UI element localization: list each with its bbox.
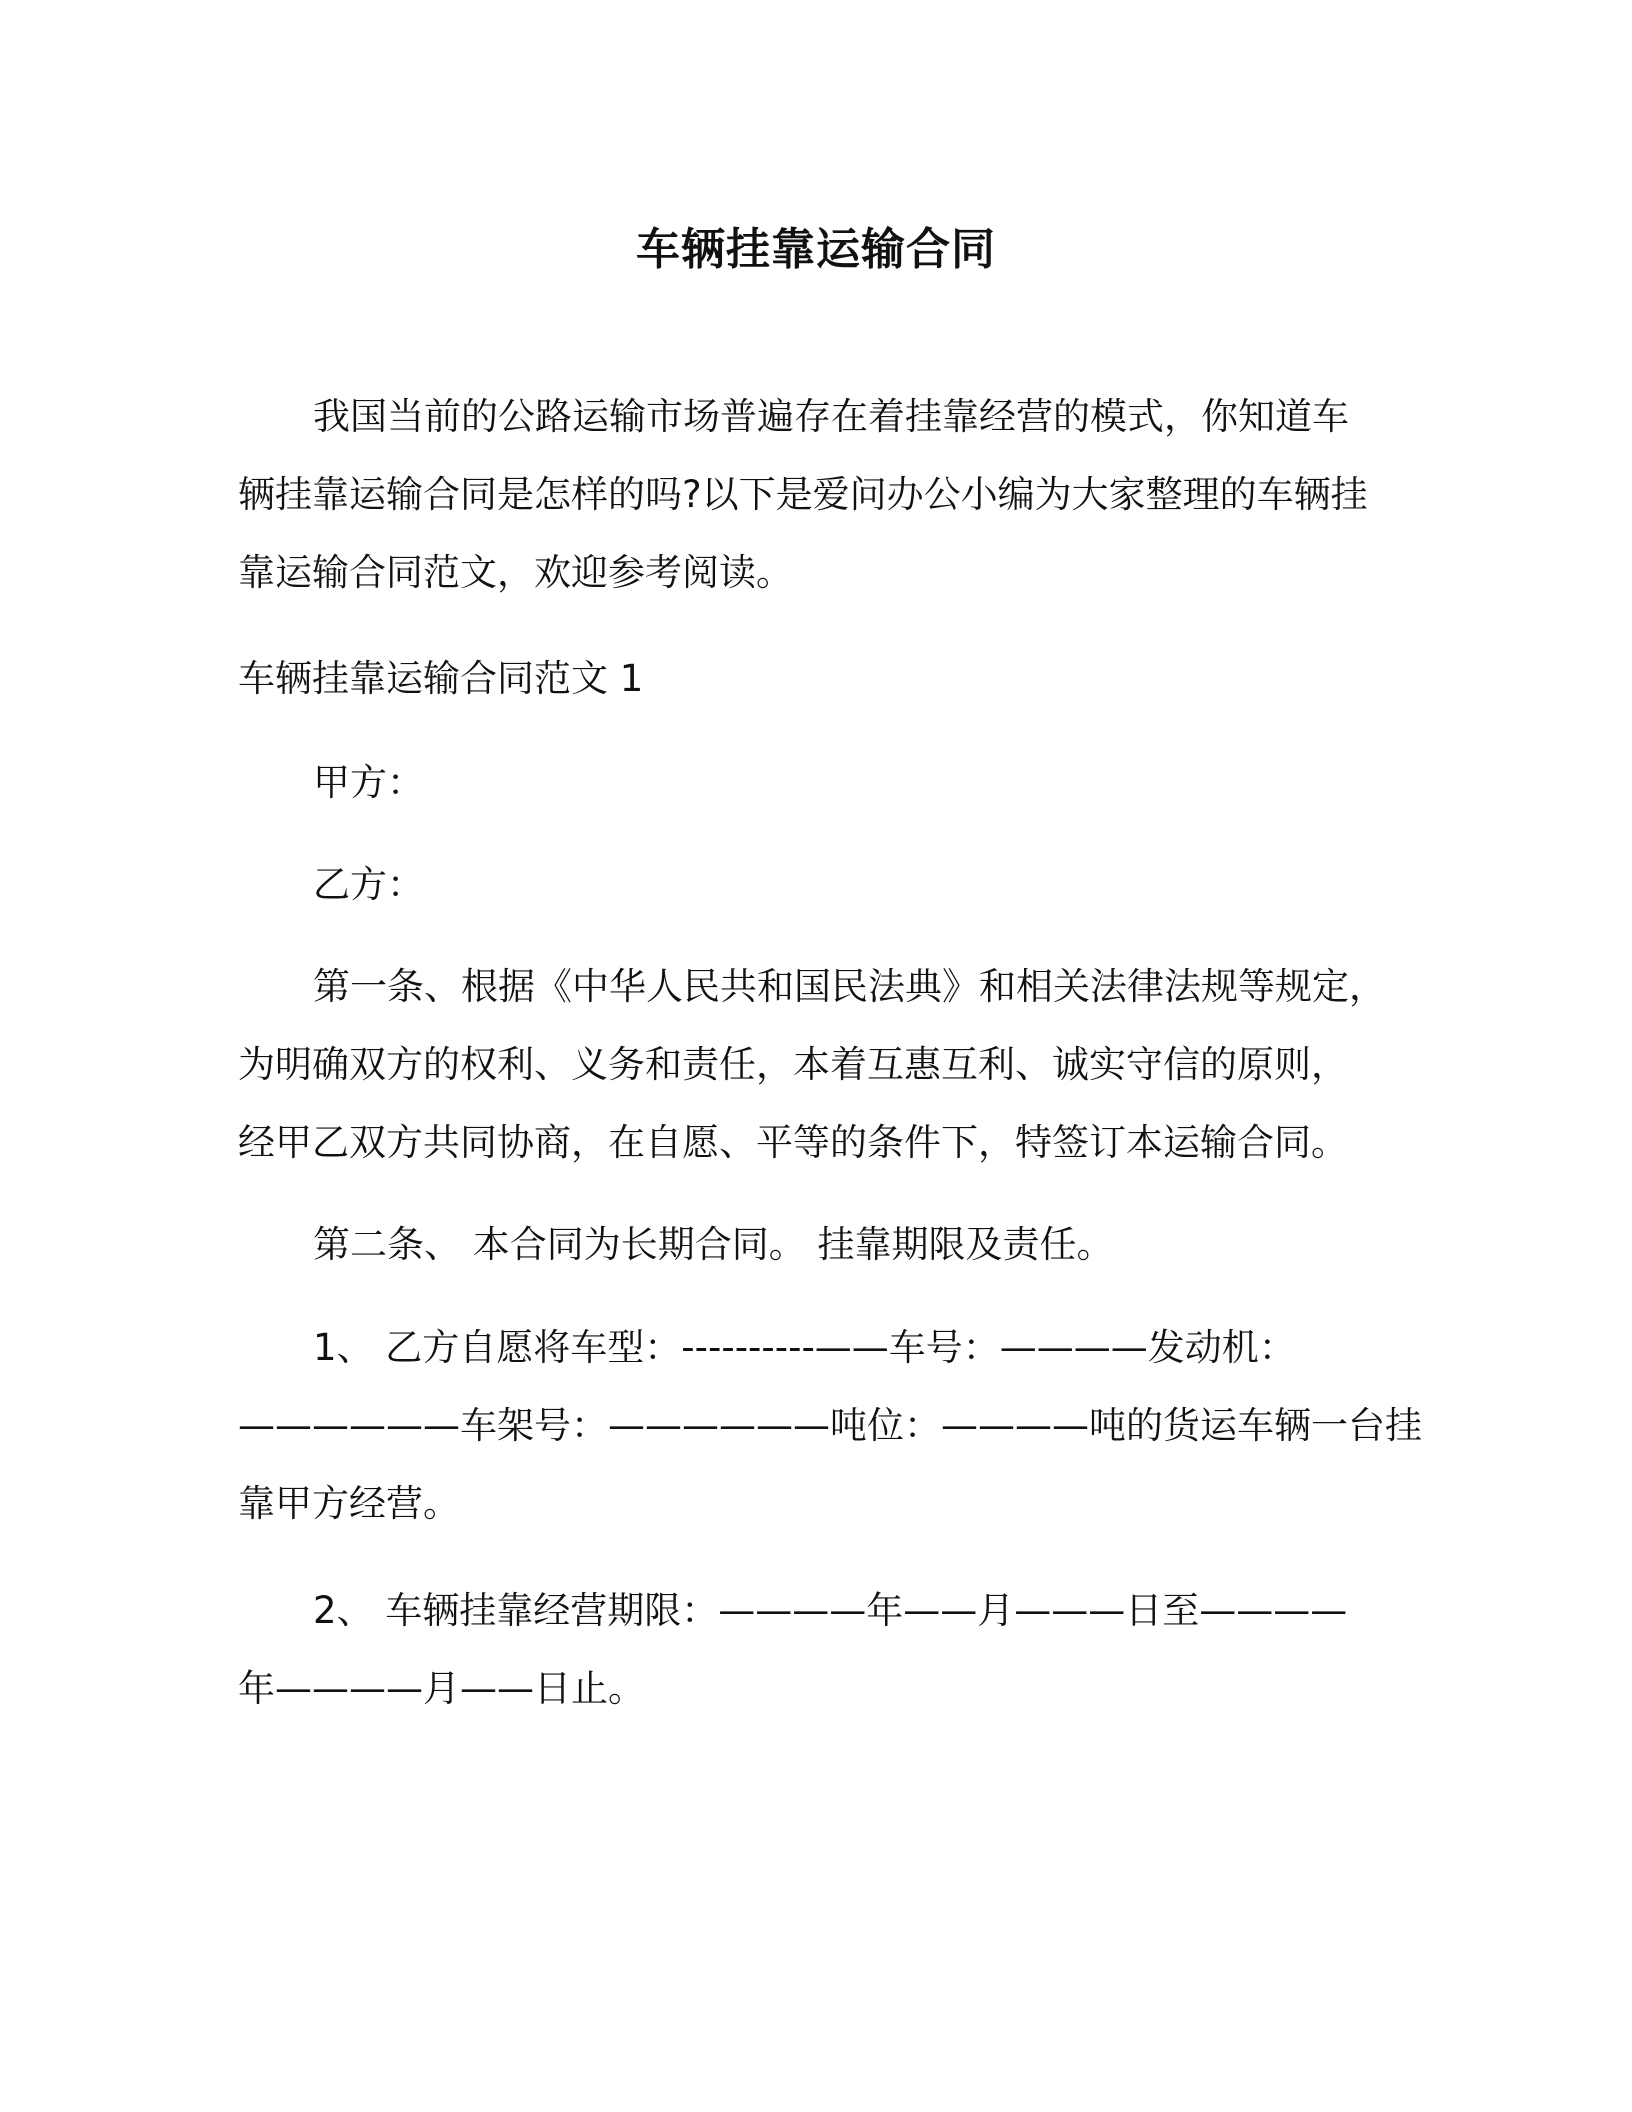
party-b-line (238, 846, 1388, 924)
party-a-label: 甲方： (313, 761, 424, 804)
intro-line: 靠运输合同范文，欢迎参考阅读。 (238, 551, 793, 594)
clause-2-paragraph (238, 1572, 1388, 1728)
section-heading-text: 车辆挂靠运输合同范文 1 (238, 657, 644, 700)
party-b-label: 乙方： (313, 863, 424, 906)
intro-line: 辆挂靠运输合同是怎样的吗?以下是爱问办公小编为大家整理的车辆挂 (238, 473, 1368, 516)
section-heading (238, 640, 1388, 718)
intro-line: 我国当前的公路运输市场普遍存在着挂靠经营的模式，你知道车 (313, 395, 1349, 438)
article-1-line: 第一条、根据《中华人民共和国民法典》和相关法律法规等规定， (313, 965, 1386, 1008)
article-2-paragraph (238, 1206, 1388, 1284)
clause-1-line: 靠甲方经营。 (238, 1482, 460, 1525)
document-title: 车辆挂靠运输合同 (636, 224, 996, 275)
intro-paragraph (238, 378, 1388, 612)
clause-1-line: 1、 乙方自愿将车型：----------——车号：————发动机： (313, 1326, 1296, 1369)
article-1-paragraph (238, 948, 1388, 1182)
clause-2-line: 年————月——日止。 (238, 1667, 645, 1710)
party-a-line (238, 744, 1388, 822)
clause-1-line: ——————车架号：——————吨位：————吨的货运车辆一台挂 (238, 1404, 1422, 1447)
article-1-line: 为明确双方的权利、义务和责任，本着互惠互利、诚实守信的原则， (238, 1043, 1348, 1086)
article-1-line: 经甲乙双方共同协商，在自愿、平等的条件下，特签订本运输合同。 (238, 1121, 1348, 1164)
clause-1-paragraph (238, 1309, 1422, 1543)
clause-2-line: 2、 车辆挂靠经营期限：————年——月———日至———— (313, 1589, 1348, 1632)
article-2-text: 第二条、 本合同为长期合同。 挂靠期限及责任。 (313, 1223, 1114, 1266)
